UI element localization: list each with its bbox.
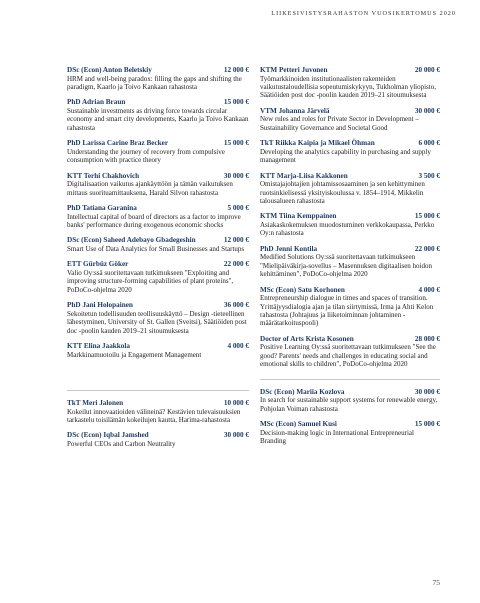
grant-entry [260, 107, 440, 132]
grant-amount: 6 000 € [418, 139, 440, 148]
grant-amount: 3 500 € [418, 171, 440, 180]
grant-amount: 28 000 € [414, 334, 440, 343]
grant-amount: 15 000 € [223, 139, 249, 148]
grant-amount: 30 000 € [223, 171, 249, 180]
grant-description: Valio Oy:ssä suoritettavaan tutkimukseen "Exploiting and improving structure-forming capabilities of plant proteins", PoDoCo-ohjelma 2020 [67, 269, 234, 294]
grant-amount: 22 000 € [414, 244, 440, 253]
grant-description: Developing the analytics capability in purchasing and supply management [260, 147, 431, 165]
grant-amount: 22 000 € [223, 260, 249, 269]
grant-amount: 4 000 € [418, 285, 440, 294]
grant-entry [260, 388, 440, 413]
recipient-name: ETT Gürbüz Göker [67, 260, 129, 269]
grant-entry [260, 139, 440, 164]
grant-description: Digitalisaation vaikutus ajankäyttöön ja tämän vaikutuksen mittaus suorituamittauksena, Harald Silvon rahastosta [67, 180, 233, 197]
recipient-name: KTT Elina Jaakkola [67, 342, 130, 351]
grant-entry [67, 139, 249, 164]
grant-entry [260, 66, 440, 100]
grant-description: Sustainable investments as driving force towards circular economy and smart city developments, Kaarlo ja Toivo Kankaan rahastosta [67, 107, 249, 132]
recipient-name: TkT Riikka Kaipia ja Mikael Öhman [260, 139, 375, 148]
right-column [260, 66, 440, 453]
section-divider [67, 390, 249, 391]
recipient-name: DSc (Econ) Mariia Kozlova [260, 387, 345, 396]
grant-entry [260, 212, 440, 237]
grant-entry [67, 236, 249, 253]
grant-amount: 10 000 € [223, 399, 249, 408]
grant-entry [260, 335, 440, 369]
grant-entry [67, 172, 249, 197]
left-column [67, 66, 249, 455]
recipient-name: DSc (Econ) Iqbal Jamshed [67, 431, 149, 440]
grant-description: Markkinamuotoilu ja Engagement Management [67, 350, 202, 359]
grant-entry [67, 66, 249, 91]
grant-amount: 4 000 € [227, 342, 249, 351]
grant-description: Decision-making logic in International Entrepreneurial Branding [260, 428, 414, 446]
grant-description: Understanding the journey of recovery from compulsive consumption with practice theory [67, 147, 225, 165]
page-number: 75 [432, 578, 440, 587]
spacer [67, 366, 249, 380]
grant-description: Sekoitetun todellisuuden teollisuuskäyttö – Design -tieteellinen lähestyminen, University of St. Gallen (Sveitsi), Säätiöiden post doc -poolin kauden 2019–21 sitoumuksesta [67, 309, 247, 335]
recipient-name: KTM Tiina Kemppainen [260, 212, 337, 221]
grant-amount: 30 000 € [414, 106, 440, 115]
grant-amount: 15 000 € [414, 212, 440, 221]
recipient-name: KTT Marja-Liisa Kakkonen [260, 171, 348, 180]
recipient-name: PhD Jenni Kontila [260, 244, 318, 253]
grant-entry [260, 172, 440, 206]
grant-entry [67, 342, 249, 359]
grant-entry [67, 399, 249, 424]
grant-description: Intellectual capital of board of directors as a factor to improve banks' performance during exogenous economic shocks [67, 212, 241, 230]
grant-description: Medified Solutions Oy:ssä suoritettavaan tutkimukseen "Mielipäiväkirja-sovellus – Masennuksen digitaalisen hoidon kehittäminen", PoDoCo-ohjelma 2020 [260, 253, 432, 279]
grant-amount: 12 000 € [223, 66, 249, 74]
recipient-name: PhD Adrian Braun [67, 98, 126, 107]
recipient-name: DSc (Econ) Saheed Adebayo Gbadegeshin [67, 236, 196, 245]
grant-entry [67, 301, 249, 335]
recipient-name: DSc (Econ) Anton Beletskiy [67, 66, 152, 74]
recipient-name: KTM Petteri Juvonen [260, 66, 328, 74]
grant-amount: 15 000 € [223, 98, 249, 107]
grant-description: HRM and well-being paradox: filling the gaps and shifting the paradigm, Kaarlo ja Toivo Kankaan rahastosta [67, 74, 242, 91]
recipient-name: MSc (Econ) Satu Korhonen [260, 285, 345, 294]
recipient-name: TkT Meri Jalonen [67, 399, 124, 408]
grant-amount: 36 000 € [223, 301, 249, 310]
grant-entry [67, 260, 249, 294]
grant-amount: 5 000 € [227, 204, 249, 213]
grant-description: Omistajajohtajien johtamissosaaminen ja sen kehittyminen ruotsinkielisessä yksityiskoulussa v. 1854–1914, Mikkelin talousalueen rahastosta [260, 180, 425, 206]
recipient-name: Doctor of Arts Krista Kosonen [260, 334, 354, 343]
grant-entry [260, 286, 440, 328]
grant-entry [67, 204, 249, 229]
grant-entry [260, 420, 440, 445]
grant-entry [260, 245, 440, 279]
grant-entry [67, 98, 249, 132]
grant-description: New rules and roles for Private Sector in Development – Sustainability Governance and Societal Good [260, 115, 419, 132]
recipient-name: PhD Tatiana Garanina [67, 204, 137, 213]
grant-description: Powerful CEOs and Carbon Neutrality [67, 440, 176, 449]
recipient-name: PhD Larissa Carine Braz Becker [67, 139, 169, 148]
grant-amount: 30 000 € [414, 387, 440, 396]
recipient-name: KTT Terhi Chakhovich [67, 171, 140, 180]
recipient-name: VTM Johanna Järvelä [260, 106, 330, 115]
grant-description: Kokeilut innovaatioiden välineinä? Kestävien tulevaisuuksien tarkastelu toisilämän kokeilujen kautta, Harima-rahastosta [67, 407, 241, 425]
grant-description: Smart Use of Data Analytics for Small Businesses and Startups [67, 245, 245, 254]
grant-description: Työmarkkinoiden institutionaalisten rakenteiden vaikutustaloudellisia sopeutumiskykyyn, Tukholman yliopisto, Säätiöiden post doc -poolin kauden 2019–21 sitoumuksesta [260, 74, 436, 100]
section-divider [260, 379, 440, 380]
recipient-name: PhD Jani Holopainen [67, 301, 133, 310]
grant-description: Positive Learning Oy:ssä suoritettavaan tutkimukseen "See the good? Parents' needs and challenges in educating social and emotional skills to children", PoDoCo-ohjelma 2020 [260, 343, 436, 369]
grant-amount: 20 000 € [414, 66, 440, 74]
recipient-name: MSc (Econ) Samuel Kusi [260, 420, 337, 429]
grant-amount: 15 000 € [414, 420, 440, 429]
grant-description: Asiakaskokemuksen muodostuminen verkkokaupassa, Perkko Oy:n rahastosta [260, 221, 435, 238]
grant-description: Entrepreneurship dialogue in times and spaces of transition. Yrittäjyysdialogia ajan ja tilan siirtymissä, Irma ja Ahti Kelon rahastosta (Johtajuus ja liiketoiminnan johtaminen -määrätarkoituspooli) [260, 294, 434, 328]
grant-description: In search for sustainable support systems for renewable energy, Pohjolan Voiman rahastosta [260, 396, 438, 413]
grant-amount: 12 000 € [223, 236, 249, 245]
running-header: LIIKESIVISTYSRAHASTON VUOSIKERTOMUS 2020 [271, 10, 456, 17]
grant-entry [67, 431, 249, 448]
grant-amount: 30 000 € [223, 431, 249, 440]
